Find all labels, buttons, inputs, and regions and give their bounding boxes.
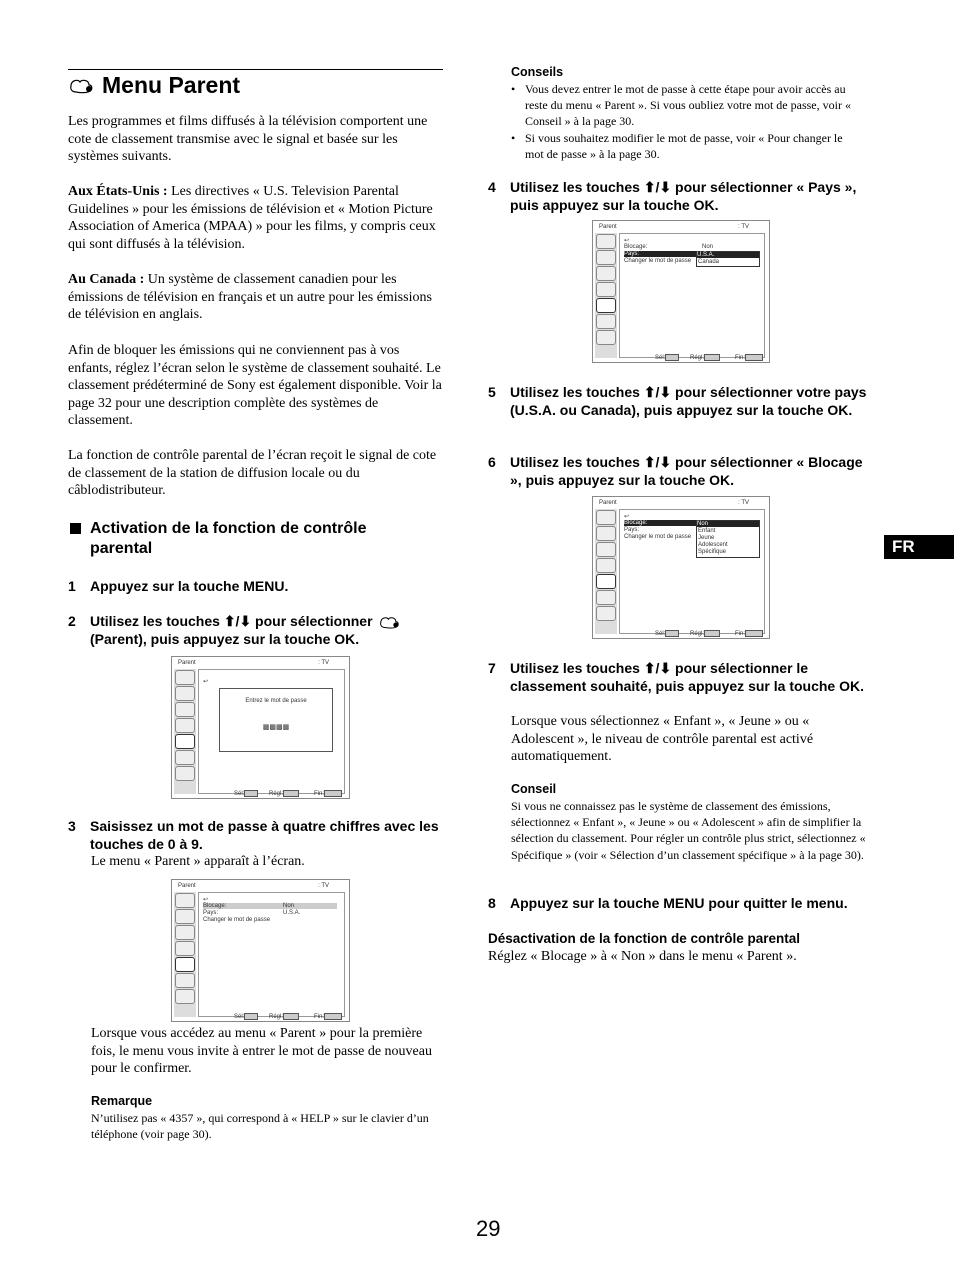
step-3-after: Lorsque vous accédez au menu « Parent » pour la première fois, le menu vous invite à entrer le mot de passe de nouveau pour le confirmer. <box>91 1026 432 1077</box>
step-3-body: Le menu « Parent » apparaît à l’écran. <box>91 854 305 869</box>
password-box: Entrez le mot de passe ▩▩▩▩ <box>219 688 333 752</box>
step-4: 4 Utilisez les touches ⬆/⬇ pour sélectionner « Pays », puis appuyez sur la touche OK. <box>488 179 857 213</box>
canada-text: Un système de classement canadien pour les émissions de télévision en français et un autre pour les émissions de télévision en anglais. <box>68 272 432 323</box>
screen-blocage: Parent : TV ↩ Blocage: Pays: Changer le mot de passe Non Enfant Jeune Adolescent Spécifique Sél: Régl: Fin: <box>592 496 770 639</box>
step-8: 8 Appuyez sur la touche MENU pour quitter le menu. <box>488 895 848 911</box>
section-heading: Activation de la fonction de contrôle parental <box>68 519 428 559</box>
step-7: 7 Utilisez les touches ⬆/⬇ pour sélectionner le classement souhaité, puis appuyez sur la touche OK. <box>488 660 864 694</box>
blocage-dropdown: Non Enfant Jeune Adolescent Spécifique <box>696 520 760 558</box>
remarque-heading: Remarque <box>91 1094 153 1108</box>
step-6: 6 Utilisez les touches ⬆/⬇ pour sélectionner « Blocage », puis appuyez sur la touche OK. <box>488 454 863 488</box>
title-rule <box>68 69 443 70</box>
conseil-heading: Conseil <box>511 782 557 796</box>
screen-password: Parent : TV ↩ Entrez le mot de passe ▩▩▩▩ Sél: Régl: Fin: <box>171 656 350 799</box>
conseil-item: • Si vous souhaitez modifier le mot de passe, voir « Pour changer le mot de passe » à la page 30. <box>525 130 863 162</box>
page-title: Menu Parent <box>68 72 240 99</box>
square-bullet-icon <box>70 523 81 534</box>
deactivation-heading: Désactivation de la fonction de contrôle parental <box>488 931 801 946</box>
usa-paragraph <box>68 183 444 253</box>
block-paragraph: Afin de bloquer les émissions qui ne conviennent pas à vos enfants, réglez l’écran selon le système de classement souhaité. Le classement prédéterminé de Sony est également disponible. Voir la page 32 pour une description complète des systèmes de classement. <box>68 343 442 429</box>
screen-parent-menu: Parent : TV ↩ Blocage: Non Pays: U.S.A. Changer le mot de passe Sél: Régl: Fin: <box>171 879 350 1022</box>
canada-label: Au Canada : <box>68 272 145 287</box>
parent-icon <box>376 615 404 630</box>
canada-paragraph <box>68 271 444 324</box>
conseil-text: Si vous ne connaissez pas le système de classement des émissions, sélectionnez « Enfant », « Jeune » ou « Adolescent » afin de simplifier la sélection du classement. Pour régler un contrôle plus strict, sélectionnez « Spécifique » (voir « Sélection d’un classement spécifique » à la page 30). <box>511 799 866 862</box>
menu-icon-strip <box>174 669 196 794</box>
step-7-body: Lorsque vous sélectionnez « Enfant », « Jeune » ou « Adolescent », le niveau de contrôle parental est activé automatiquement. <box>511 714 814 765</box>
usa-text: Les directives « U.S. Television Parental Guidelines » pour les émissions de télévision et « Motion Picture Association of America (MPAA) » pour les films, y compris ceux qui sont diffusés à la télévision. <box>68 184 436 252</box>
signal-paragraph: La fonction de contrôle parental de l’écran reçoit le signal de cote de classement de la station de diffusion locale ou du câblodistributeur. <box>68 448 437 499</box>
conseils-list <box>511 81 863 162</box>
step-5: 5 Utilisez les touches ⬆/⬇ pour sélectionner votre pays (U.S.A. ou Canada), puis appuyez sur la touche OK. <box>488 384 867 418</box>
deactivation-text: Réglez « Blocage » à « Non » dans le menu « Parent ». <box>488 949 797 964</box>
conseils-heading: Conseils <box>511 65 564 79</box>
conseil-item: • Vous devez entrer le mot de passe à cette étape pour avoir accès au reste du menu « Parent ». Si vous oubliez votre mot de passe, voir « Conseil » à la page 30. <box>525 81 863 130</box>
page-number: 29 <box>476 1216 501 1241</box>
step-3: 3 Saisissez un mot de passe à quatre chiffres avec les touches de 0 à 9. <box>68 818 439 852</box>
step-1: 1 Appuyez sur la touche MENU. <box>68 578 289 594</box>
remarque-text: N’utilisez pas « 4357 », qui correspond à « HELP » sur le clavier d’un téléphone (voir page 30). <box>91 1111 429 1142</box>
step-2: 2 Utilisez les touches ⬆/⬇ pour sélectionner (Parent), puis appuyez sur la touche OK. <box>68 613 448 649</box>
usa-label: Aux États-Unis : <box>68 184 168 199</box>
screen-pays: Parent : TV ↩ Blocage: Non Pays: Changer le mot de passe U.S.A. Canada Sél: Régl: Fin: <box>592 220 770 363</box>
parent-icon <box>68 77 96 95</box>
pays-dropdown: U.S.A. Canada <box>696 251 760 267</box>
language-tab: FR <box>884 535 954 559</box>
intro-paragraph: Les programmes et films diffusés à la télévision comportent une cote de classement transmise avec le signal et basée sur les systèmes suivants. <box>68 114 428 165</box>
